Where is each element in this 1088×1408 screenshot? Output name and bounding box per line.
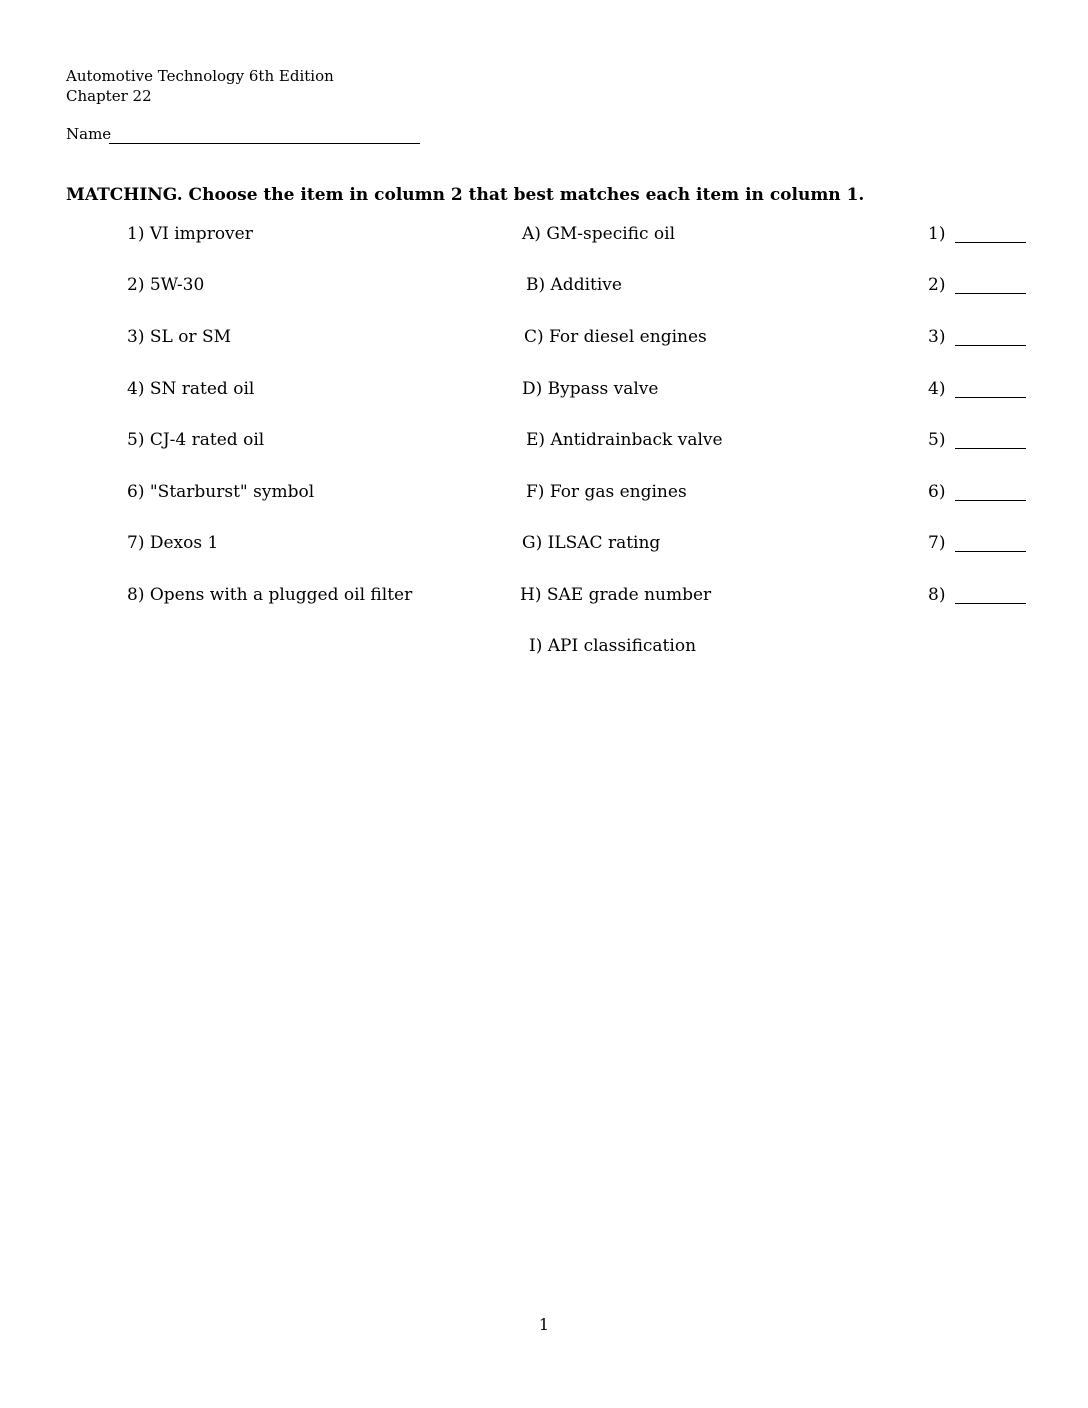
course-title: Automotive Technology 6th Edition [66,67,334,85]
answer-blank[interactable] [955,551,1026,552]
answer-number: 4) [928,379,946,399]
page-number: 1 [538,1315,550,1334]
instructions: MATCHING. Choose the item in column 2 that best matches each item in column 1. [66,185,865,205]
column2-item: I) API classification [529,636,697,656]
column1-item: 1) VI improver [127,224,253,244]
column1-item: 2) 5W-30 [127,275,205,295]
column2-item: F) For gas engines [526,482,687,502]
name-line [109,143,420,144]
name-label: Name [66,125,112,143]
column1-item: 4) SN rated oil [127,379,255,399]
matching-row [0,480,1088,508]
answer-number: 3) [928,327,946,347]
column2-item: C) For diesel engines [524,327,707,347]
column1-item: 8) Opens with a plugged oil filter [127,585,413,605]
matching-row [0,325,1088,353]
column2-item: D) Bypass valve [522,379,659,399]
answer-blank[interactable] [955,293,1026,294]
column2-item: E) Antidrainback valve [526,430,723,450]
column2-item: A) GM-specific oil [522,224,676,244]
column2-item: H) SAE grade number [520,585,712,605]
column1-item: 7) Dexos 1 [127,533,219,553]
answer-blank[interactable] [955,345,1026,346]
answer-blank[interactable] [955,448,1026,449]
answer-number: 2) [928,275,946,295]
answer-number: 7) [928,533,946,553]
column1-item: 5) CJ-4 rated oil [127,430,265,450]
matching-row [0,222,1088,250]
matching-row [0,583,1088,611]
answer-blank[interactable] [955,397,1026,398]
answer-blank[interactable] [955,242,1026,243]
matching-row [0,377,1088,405]
answer-number: 1) [928,224,946,244]
column1-item: 3) SL or SM [127,327,232,347]
matching-row [0,273,1088,301]
answer-number: 8) [928,585,946,605]
matching-row [0,634,1088,662]
chapter-label: Chapter 22 [66,87,152,105]
column2-item: G) ILSAC rating [522,533,661,553]
column2-item: B) Additive [526,275,622,295]
answer-blank[interactable] [955,603,1026,604]
answer-blank[interactable] [955,500,1026,501]
answer-number: 6) [928,482,946,502]
matching-row [0,428,1088,456]
column1-item: 6) "Starburst" symbol [127,482,315,502]
matching-row [0,531,1088,559]
answer-number: 5) [928,430,946,450]
